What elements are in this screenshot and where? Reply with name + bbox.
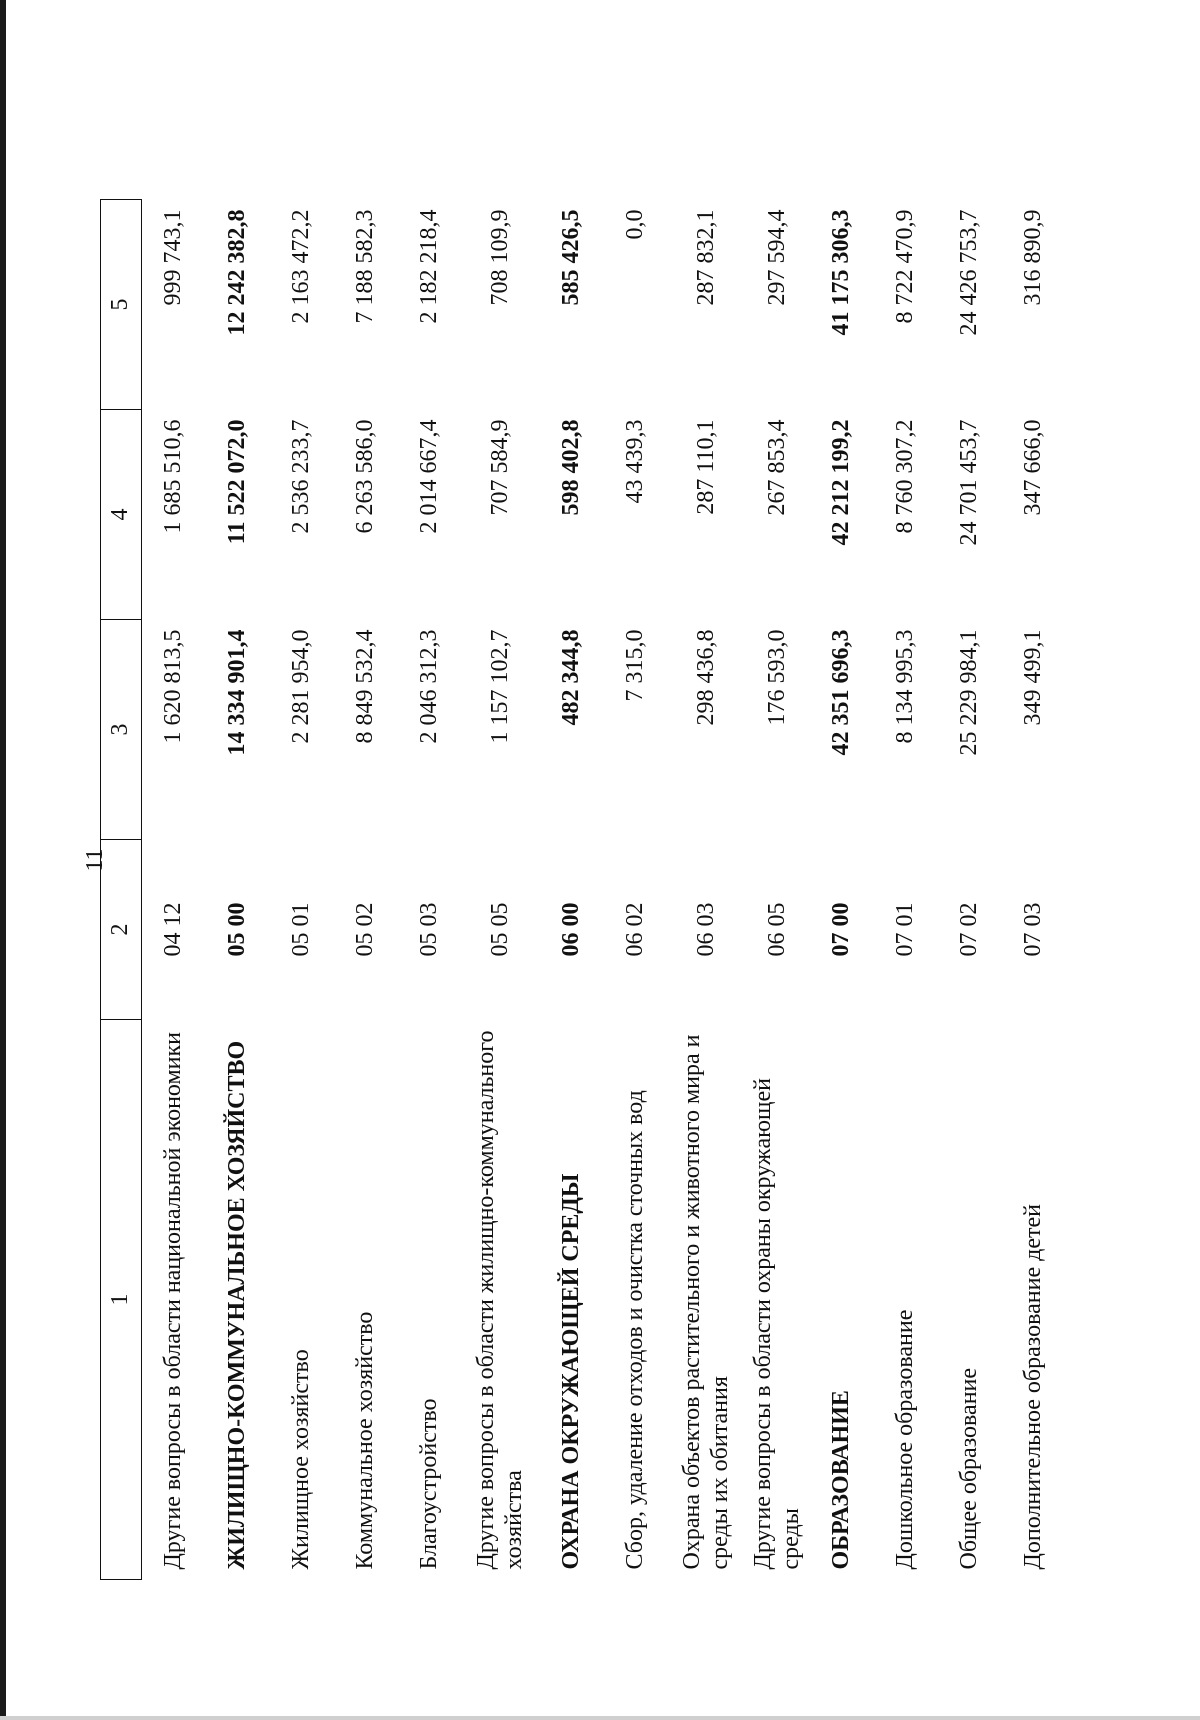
row-name-cell: Другие вопросы в области охраны окружающей среды [750, 1077, 804, 1570]
row-value-col5: 999 743,1 [160, 209, 187, 306]
row-value-col3: 176 593,0 [764, 629, 791, 726]
row-code-cell: 06 00 [558, 902, 585, 957]
row-value-col3: 7 315,0 [622, 629, 649, 702]
row-code-cell: 06 05 [764, 902, 791, 957]
row-value-col4: 1 685 510,6 [160, 419, 187, 534]
table-row [810, 200, 874, 1580]
row-value-col3: 349 499,1 [1020, 629, 1047, 726]
row-code-cell: 07 01 [892, 902, 919, 957]
row-value-col5: 7 188 582,3 [352, 209, 379, 324]
row-name-cell: Жилищное хозяйство [288, 1349, 315, 1570]
row-value-col5: 12 242 382,8 [224, 209, 251, 336]
row-value-col5: 0,0 [622, 209, 649, 240]
row-value-col3: 1 620 813,5 [160, 629, 187, 744]
row-value-col4: 2 014 667,4 [416, 419, 443, 534]
table-row [668, 200, 746, 1580]
row-value-col5: 2 163 472,2 [288, 209, 315, 324]
row-value-col3: 2 046 312,3 [416, 629, 443, 744]
row-code-cell: 06 03 [693, 902, 720, 957]
table-row [142, 200, 207, 1580]
row-code-cell: 05 02 [352, 902, 379, 957]
budget-table [100, 199, 1066, 1580]
table-row [270, 200, 334, 1580]
table-row [398, 200, 462, 1580]
row-name-cell: Коммунальное хозяйство [352, 1311, 379, 1570]
row-code-cell: 04 12 [160, 902, 187, 957]
row-code-cell: 05 03 [416, 902, 443, 957]
row-value-col3: 42 351 696,3 [828, 629, 855, 756]
row-value-col5: 585 426,5 [558, 209, 585, 306]
row-name-cell: Общее образование [956, 1367, 983, 1570]
row-value-col4: 287 110,1 [693, 419, 720, 515]
table-row [874, 200, 938, 1580]
row-name-cell: Другие вопросы в области национальной экономики [160, 1031, 187, 1570]
row-value-col5: 708 109,9 [487, 209, 514, 306]
row-value-col4: 8 760 307,2 [892, 419, 919, 534]
row-value-col5: 297 594,4 [764, 209, 791, 306]
row-value-col4: 347 666,0 [1020, 419, 1047, 516]
row-value-col5: 316 890,9 [1020, 209, 1047, 306]
row-value-col4: 6 263 586,0 [352, 419, 379, 534]
row-value-col4: 24 701 453,7 [956, 419, 983, 546]
row-value-col4: 598 402,8 [558, 419, 585, 516]
row-value-col3: 8 134 995,3 [892, 629, 919, 744]
row-name-cell: ЖИЛИЩНО-КОММУНАЛЬНОЕ ХОЗЯЙСТВО [224, 1040, 251, 1570]
row-name-cell: ОБРАЗОВАНИЕ [828, 1390, 855, 1570]
row-value-col3: 2 281 954,0 [288, 629, 315, 744]
row-value-col3: 482 344,8 [558, 629, 585, 726]
row-value-col4: 707 584,9 [487, 419, 514, 516]
table-row [462, 200, 540, 1580]
row-code-cell: 07 03 [1020, 902, 1047, 957]
row-value-col4: 267 853,4 [764, 419, 791, 516]
row-value-col3: 14 334 901,4 [224, 629, 251, 756]
row-value-col3: 1 157 102,7 [487, 629, 514, 744]
table-row [604, 200, 668, 1580]
row-code-cell: 05 00 [224, 902, 251, 957]
header-col-4: 4 [101, 410, 142, 620]
table-row [206, 200, 270, 1580]
row-value-col5: 24 426 753,7 [956, 209, 983, 336]
row-name-cell: Охрана объектов растительного и животного мира и среды их обитания [679, 1034, 733, 1570]
row-value-col5: 41 175 306,3 [828, 209, 855, 336]
table-row [1002, 200, 1066, 1580]
row-code-cell: 07 00 [828, 902, 855, 957]
row-value-col3: 8 849 532,4 [352, 629, 379, 744]
row-name-cell: Другие вопросы в области жилищно-коммунального хозяйства [473, 1030, 527, 1570]
table-row [334, 200, 398, 1580]
row-value-col5: 287 832,1 [693, 209, 720, 306]
row-value-col5: 8 722 470,9 [892, 209, 919, 324]
row-name-cell: Сбор, удаление отходов и очистка сточных вод [622, 1090, 649, 1570]
row-name-cell: Дополнительное образование детей [1020, 1204, 1047, 1570]
row-value-col3: 25 229 984,1 [956, 629, 983, 756]
page-number: 11 [82, 848, 108, 872]
row-code-cell: 06 02 [622, 902, 649, 957]
row-name-cell: Благоустройство [416, 1398, 443, 1570]
row-code-cell: 05 01 [288, 902, 315, 957]
row-value-col4: 2 536 233,7 [288, 419, 315, 534]
row-value-col4: 42 212 199,2 [828, 419, 855, 546]
table-row [938, 200, 1002, 1580]
header-col-5: 5 [101, 200, 142, 410]
header-col-3: 3 [101, 620, 142, 840]
table-body [142, 200, 1067, 1580]
table-row [540, 200, 604, 1580]
header-col-2: 2 [101, 840, 142, 1020]
row-value-col4: 11 522 072,0 [224, 419, 251, 545]
row-code-cell: 05 05 [487, 902, 514, 957]
row-value-col5: 2 182 218,4 [416, 209, 443, 324]
row-value-col3: 298 436,8 [693, 629, 720, 726]
row-name-cell: Дошкольное образование [892, 1309, 919, 1570]
row-name-cell: ОХРАНА ОКРУЖАЮЩЕЙ СРЕДЫ [558, 1173, 585, 1570]
table-row [746, 200, 810, 1580]
row-code-cell: 07 02 [956, 902, 983, 957]
table-header-row [101, 200, 142, 1580]
header-col-1: 1 [101, 1020, 142, 1580]
row-value-col4: 43 439,3 [622, 419, 649, 504]
